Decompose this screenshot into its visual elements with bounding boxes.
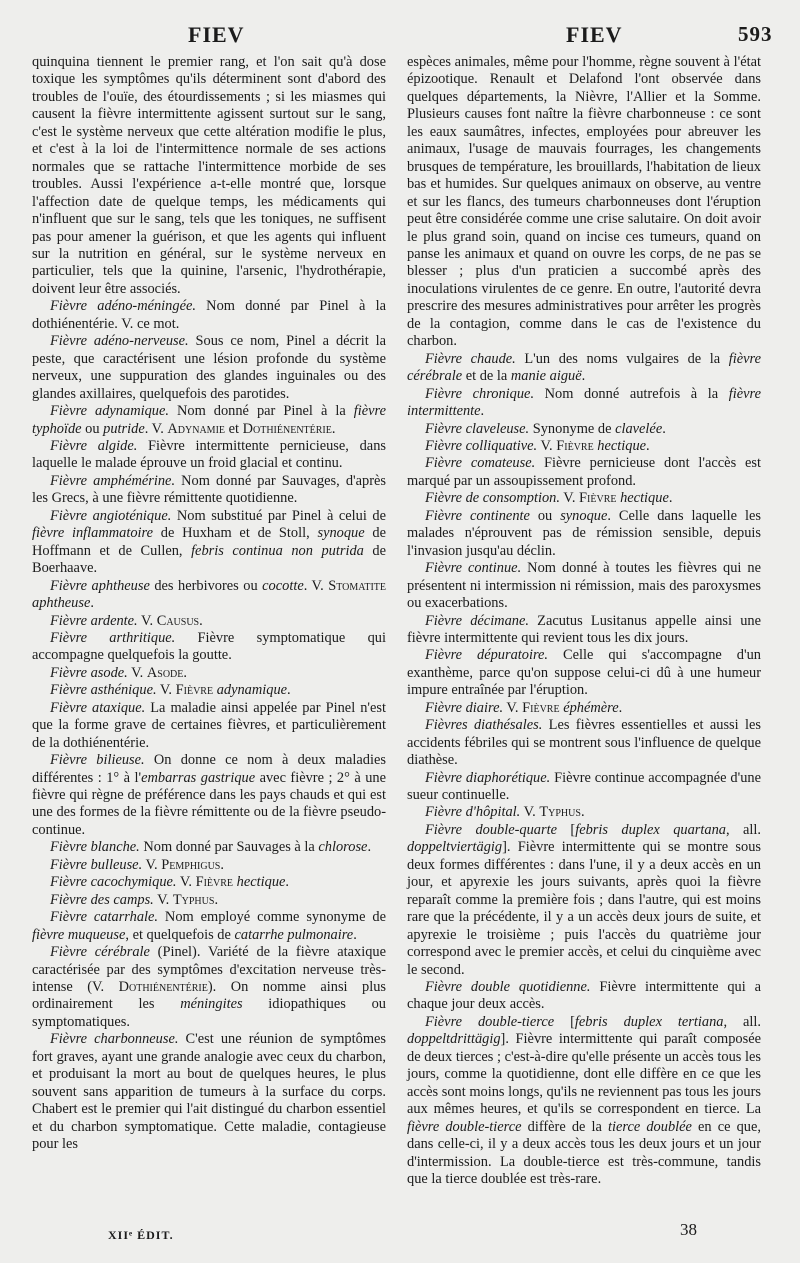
italic-term: hectique <box>620 490 669 507</box>
entry-text: . <box>199 612 203 629</box>
entry-paragraph <box>407 700 761 717</box>
entry-text: Sous ce nom, Pinel a décrit la peste, que caractérisent une lésion profonde du système nerveux, une suppuration des glandes inguinales ou des glandes axillaires, quelquefois des parotides. <box>32 333 387 402</box>
italic-term: tierce doublée <box>608 1118 692 1135</box>
italic-term: fièvre double-tierce <box>407 1118 522 1135</box>
entry-text: V. <box>156 682 176 699</box>
italic-term: Fièvre bulleuse. <box>50 856 143 873</box>
entry-text: Celle qui s'accompagne d'un exanthème, parce qu'on suppose celui-ci dû à une humeur impure entraînée par l'éruption. <box>407 647 761 699</box>
italic-term: febris duplex tertiana <box>574 1013 724 1030</box>
entry-text: ou <box>81 420 104 437</box>
italic-term: Fièvre continente <box>425 507 530 524</box>
entry-text: Nom donné par Sauvages, d'après les Grecs, à une fièvre rémittente quotidienne. <box>32 472 386 507</box>
entry-text: et <box>225 420 243 437</box>
entry-text: Fièvre symptomatique qui accompagne quelquefois la goutte. <box>32 629 386 664</box>
entry-text: . <box>580 804 585 821</box>
entry-paragraph <box>32 298 386 333</box>
cross-reference: Fièvre <box>556 437 594 454</box>
cross-reference: Pemphigus <box>161 856 221 873</box>
entry-paragraph <box>407 455 761 490</box>
entry-text: . <box>662 420 666 437</box>
italic-term: putride <box>103 420 145 437</box>
italic-term: doppeltviertägig <box>407 839 503 856</box>
entry-paragraph <box>32 839 386 856</box>
entry-paragraph <box>32 403 386 438</box>
italic-term: Fièvre angioténique. <box>50 507 172 524</box>
entry-paragraph <box>32 752 386 839</box>
italic-term: Fièvre double-quarte <box>425 821 557 838</box>
cross-reference: Stomatite <box>328 577 387 594</box>
italic-term: Fièvre double quotidienne. <box>425 979 591 996</box>
entry-paragraph <box>407 979 761 1014</box>
entry-text: Synonyme de <box>529 420 616 437</box>
italic-term: Fièvre d'hôpital. <box>425 804 521 821</box>
cross-reference: Typhus <box>172 891 215 908</box>
entry-paragraph <box>32 700 386 752</box>
entry-text: . <box>353 926 357 943</box>
italic-term: Fièvre diaire. <box>425 699 504 716</box>
italic-term: clavelée <box>615 420 663 437</box>
entry-text: . V. <box>303 577 329 594</box>
entry-text: idiopathiques ou symptomatiques. <box>32 996 386 1030</box>
entry-text: V. <box>127 664 147 681</box>
entry-text: . <box>618 699 623 716</box>
left-column <box>32 54 386 1154</box>
italic-term: Fièvre asthénique. <box>50 682 157 699</box>
italic-term: Fièvre double-tierce <box>425 1013 555 1030</box>
italic-term: Fièvre dépuratoire. <box>425 647 549 664</box>
entry-text: Nom donné par Sauvages à la <box>139 839 319 856</box>
entry-text: Les fièvres essentielles et aussi les accidents fébriles qui se montrent sous l'influence de quelque diathèse. <box>407 717 761 769</box>
entry-text: V. <box>520 804 540 821</box>
cross-reference: Fièvre <box>522 699 560 716</box>
entry-text: V. <box>176 874 196 891</box>
italic-term: fièvre typhoïde <box>32 403 386 437</box>
entry-text: Nom donné par Pinel à la <box>168 403 354 420</box>
italic-term: Fièvre algide. <box>50 437 138 454</box>
entry-paragraph <box>407 1014 761 1189</box>
cross-reference: Fièvre <box>579 490 617 507</box>
entry-text: . Celle dans laquelle les malades n'éprouvent pas de rémission sensible, depuis l'invasion jusqu'au déclin. <box>407 507 761 559</box>
signature-mark: 38 <box>680 1220 697 1239</box>
italic-term: Fièvre ardente. <box>50 612 138 629</box>
entry-text: . <box>480 403 485 420</box>
italic-term: Fièvre cacochymique. <box>50 874 177 891</box>
entry-text: espèces animales, même pour l'homme, règne souvent à l'état épizootique. Renault et Delafond l'ont observée dans quelques départements, la Nièvre, l'Allier et la Somme. Plusieurs causes font naître la fièvre charbonneuse : ce sont les eaux saumâtres, infectes, employées pour abreuver les animaux, l'usage de mauvais fourrages, les changements brusques de température, les brouillards, l'habitation de lieux bas et humides. Sur quelques animaux on observe, au ventre et sur les flancs, des tumeurs charbonneuses dont l'éruption peut être considérée comme une crise salutaire. On doit avoir le plus grand soin, quand on incise ces tumeurs, quand on panse les animaux et quand on ouvre les corps, de ne pas se blesser ; plus d'un praticien a succombé après des inoculations virulentes de ce genre. En outre, l'autorité devra prescrire des mesures administratives pour arrêter les progrès de la contagion, comme dans le cas de l'existence du charbon. <box>407 54 761 350</box>
entry-text: . <box>367 839 372 856</box>
entry-paragraph <box>32 54 386 298</box>
italic-term: Fièvre charbonneuse. <box>50 1031 179 1048</box>
entry-text: L'un des noms vulgaires de la <box>515 350 729 367</box>
entry-text: On donne ce nom à deux maladies différentes : 1° à l' <box>32 752 386 786</box>
italic-term: hectique <box>236 874 286 891</box>
entry-text: [ <box>554 1013 575 1030</box>
entry-text: C'est une réunion de symptômes fort graves, ayant une grande analogie avec ceux du charbon, et produisant la mort au bout de quelques heures, le plus souvent sans apparition de tumeurs à la surface du corps. Chabert est le premier qui l'ait distingué du charbon essentiel et du charbon symptomatique. Cette maladie, contagieuse pour les <box>32 1031 386 1153</box>
entry-text: . <box>220 856 224 873</box>
entry-text: La maladie ainsi appelée par Pinel n'est que la forme grave de certaines fièvres, et particulièrement de la dothiénentérie. <box>32 699 386 751</box>
entry-paragraph <box>407 647 761 699</box>
italic-term: Fièvre adéno-méningée. <box>50 298 196 315</box>
italic-term: catarrhe pulmonaire <box>234 926 354 943</box>
entry-paragraph <box>32 909 386 944</box>
entry-paragraph <box>32 1031 386 1153</box>
entry-paragraph <box>32 892 386 909</box>
italic-term: Fièvre ataxique. <box>50 699 146 716</box>
italic-term: Fièvre bilieuse. <box>50 752 145 769</box>
edition-note: XIIᵉ ÉDIT. <box>108 1228 174 1242</box>
italic-term: Fièvre décimane. <box>425 612 529 629</box>
entry-text: de Huxham et de Stoll, <box>153 525 318 542</box>
italic-term: Fièvre amphémérine. <box>50 472 176 489</box>
entry-paragraph <box>32 857 386 874</box>
entry-text: ). On nomme ainsi plus ordinairement les <box>32 979 387 1013</box>
italic-term: Fièvre comateuse. <box>425 455 536 472</box>
italic-term: adynamique <box>216 682 288 699</box>
entry-paragraph <box>32 665 386 682</box>
italic-term: Fièvres diathésales. <box>425 717 543 734</box>
entry-text: . <box>90 595 94 612</box>
italic-term: Fièvre aphtheuse <box>50 577 150 594</box>
entry-text: Zacutus Lusitanus appelle ainsi une fièvre intermittente qui revient tous les dix jours. <box>407 612 761 646</box>
entry-text: . <box>331 420 336 437</box>
italic-term: fièvre inflammatoire <box>32 525 153 542</box>
entry-text: diffère de la <box>521 1118 609 1135</box>
entry-paragraph <box>407 717 761 769</box>
entry-paragraph <box>407 386 761 421</box>
entry-paragraph <box>32 613 386 630</box>
entry-paragraph <box>32 944 386 1031</box>
entry-paragraph <box>407 508 761 560</box>
entry-paragraph <box>407 351 761 386</box>
cross-reference: Dothiénentérie <box>118 979 208 996</box>
italic-term: Fièvre colliquative. <box>425 437 538 454</box>
italic-term: Fièvre blanche. <box>50 839 140 856</box>
entry-text: V. <box>142 856 162 873</box>
entry-text: des herbivores ou <box>149 577 263 594</box>
cross-reference: Typhus <box>539 804 581 821</box>
italic-term: Fièvre de consomption. <box>425 490 560 507</box>
italic-term: febris continua non putrida <box>191 542 364 559</box>
cross-reference: Fièvre <box>195 874 234 891</box>
entry-text: . <box>581 368 586 385</box>
entry-paragraph <box>407 770 761 805</box>
entry-text: . <box>285 874 290 891</box>
italic-term: synoque <box>317 525 365 542</box>
italic-term: chlorose <box>318 839 368 856</box>
italic-term: fièvre cérébrale <box>407 350 761 385</box>
italic-term: doppeltdrittägig <box>407 1031 501 1048</box>
right-column <box>407 54 761 1188</box>
entry-text: . <box>668 490 673 507</box>
entry-text: Nom donné par Pinel à la dothiénentérie. V. ce mot. <box>32 298 387 332</box>
entry-text: V. <box>537 437 557 454</box>
italic-term: Fièvre adéno-nerveuse. <box>50 333 189 350</box>
entry-paragraph <box>32 333 386 403</box>
italic-term: Fièvre chronique. <box>425 385 535 402</box>
entry-text: . <box>646 437 650 454</box>
entry-text: V. <box>153 891 173 908</box>
italic-term: fièvre intermittente <box>407 385 762 420</box>
entry-text: . <box>287 682 291 699</box>
italic-term: synoque <box>560 507 608 524</box>
entry-paragraph <box>32 473 386 508</box>
italic-term: aphtheuse <box>32 595 91 612</box>
entry-paragraph <box>407 613 761 648</box>
entry-text: ou <box>529 507 561 524</box>
italic-term: Fièvre catarrhale. <box>50 909 159 926</box>
italic-term: Fièvre cérébrale <box>50 944 150 961</box>
running-head-right: FIEV <box>566 22 623 47</box>
entry-text: [ <box>556 821 576 838</box>
entry-paragraph <box>32 630 386 665</box>
entry-text: V. <box>559 490 580 507</box>
entry-text: en ce que, dans celle-ci, il y a deux accès tous les deux jours et un jour d'intermission. La double-tierce est très-commune, tandis que la tierce doublée est très-rare. <box>407 1118 761 1187</box>
page-number: 593 <box>738 22 773 46</box>
cross-reference: Adynamie <box>167 420 226 437</box>
entry-text: avec fièvre ; 2° à une fièvre qui règne de préférence dans les pays chauds et qui est une des formes de la fièvre rémittente ou de la fièvre pseudo-continue. <box>32 769 387 838</box>
entry-text: . <box>183 664 187 681</box>
entry-paragraph <box>407 822 761 979</box>
entry-paragraph <box>32 508 386 578</box>
entry-text: Nom employé comme synonyme de <box>158 909 386 926</box>
entry-paragraph <box>32 874 386 891</box>
italic-term: Fièvre des camps. <box>50 891 154 908</box>
entry-paragraph <box>32 578 386 613</box>
italic-term: méningites <box>180 996 243 1013</box>
italic-term: fièvre muqueuse <box>32 926 126 943</box>
italic-term: Fièvre diaphorétique. <box>425 769 551 786</box>
running-head-left: FIEV <box>188 22 245 47</box>
entry-text: Nom substitué par Pinel à celui de <box>171 507 386 524</box>
italic-term: febris duplex quartana <box>575 821 726 838</box>
entry-paragraph <box>407 54 761 351</box>
cross-reference: Fièvre <box>175 682 214 699</box>
entry-paragraph <box>407 804 761 821</box>
entry-text: (Pinel). Variété de la fièvre ataxique caractérisée par des symptômes d'excitation nerveuse très-intense (V. <box>32 944 386 996</box>
italic-term: Fièvre claveleuse. <box>425 420 530 437</box>
italic-term: Fièvre chaude. <box>425 350 516 367</box>
entry-text: ]. Fièvre intermittente qui paraît composée de deux tierces ; c'est-à-dire qu'elle présente un accès tous les jours, comme la quotidienne, dont elle diffère en ce que les accès sont moins longs, qu'ils ne reviennent pas tous les jours aux mêmes heures, et qu'ils se correspondent en tierce. La <box>407 1031 761 1118</box>
entry-paragraph <box>407 560 761 612</box>
entry-paragraph <box>407 421 761 438</box>
italic-term: hectique <box>597 437 647 454</box>
italic-term: cocotte <box>262 577 304 594</box>
entry-paragraph <box>407 490 761 507</box>
entry-text: ]. Fièvre intermittente qui se montre sous deux formes différentes : dans l'une, il y a deux accès en un jour, et apyrexie les jours suivants, après quoi la fièvre reparaît comme la première fois ; dans l'autre, qui est moins rare que la précédente, il y a un accès deux jours de suite, et apyrexie le troisième ; puis l'accès du quatrième jour correspond avec le premier accès, et celui du cinquième avec le second. <box>407 839 761 978</box>
entry-text: , et quelquefois de <box>125 926 235 943</box>
entry-text: et de la <box>462 368 511 385</box>
entry-text: , all. <box>726 821 762 838</box>
italic-term: Fièvre asode. <box>50 664 128 681</box>
entry-text: Nom donné autrefois à la <box>534 385 729 402</box>
entry-text: de Boerhaave. <box>32 542 386 577</box>
entry-text: de Hoffmann et de Cullen, <box>32 525 386 559</box>
entry-text: . <box>214 891 219 908</box>
italic-term: embarras gastrique <box>141 769 256 786</box>
entry-text: V. <box>503 699 523 716</box>
entry-text: Fièvre intermittente qui a chaque jour deux accès. <box>407 979 761 1013</box>
entry-text: , all. <box>723 1013 761 1030</box>
entry-paragraph <box>407 438 761 455</box>
entry-text: Fièvre intermittente pernicieuse, dans laquelle le malade éprouve un froid glacial et continu. <box>32 437 386 472</box>
cross-reference: Asode <box>146 664 184 681</box>
italic-term: Fièvre adynamique. <box>50 403 169 420</box>
entry-text: . V. <box>144 420 168 437</box>
italic-term: Fièvre continue. <box>425 560 522 577</box>
italic-term: Fièvre arthritique. <box>50 629 176 646</box>
entry-text: Fièvre continue accompagnée d'une sueur continuelle. <box>407 769 761 804</box>
cross-reference: Dothiénentérie <box>242 420 332 437</box>
entry-text: V. <box>137 612 157 629</box>
cross-reference: Causus <box>156 612 200 629</box>
entry-text: Fièvre pernicieuse dont l'accès est marqué par un assoupissement profond. <box>407 455 761 489</box>
entry-text: quinquina tiennent le premier rang, et l'on sait qu'à dose toxique les symptômes qu'ils déterminent sont d'abord des troubles de l'ouïe, des étourdissements ; si les miasmes qui causent la fièvre intermittente agissent surtout sur le sang, c'est le système nerveux que cette altération modifie le plus, et c'est à la loi de l'intermittence normale de ses actions normales que se rattache l'intermittence morbide de ses troubles. Aussi l'expérience a-t-elle montré que, lorsque l'affection date de quelque temps, les médicaments qui n'influent que sur le sang, tels que les toniques, ne suffisent pas pour amener la guérison, et que les agents qui influent sur la nutrition en général, sur le système nerveux en particulier, tels que la quinine, l'arsenic, l'hydrothérapie, doivent leur être associés. <box>32 54 386 297</box>
italic-term: éphémère <box>563 699 619 716</box>
italic-term: manie aiguë <box>510 368 582 385</box>
entry-text: Nom donné à toutes les fièvres qui ne présentent ni intermission ni rémission, mais des paroxysmes ou exacerbations. <box>407 560 761 612</box>
entry-paragraph <box>32 438 386 473</box>
entry-paragraph <box>32 682 386 699</box>
